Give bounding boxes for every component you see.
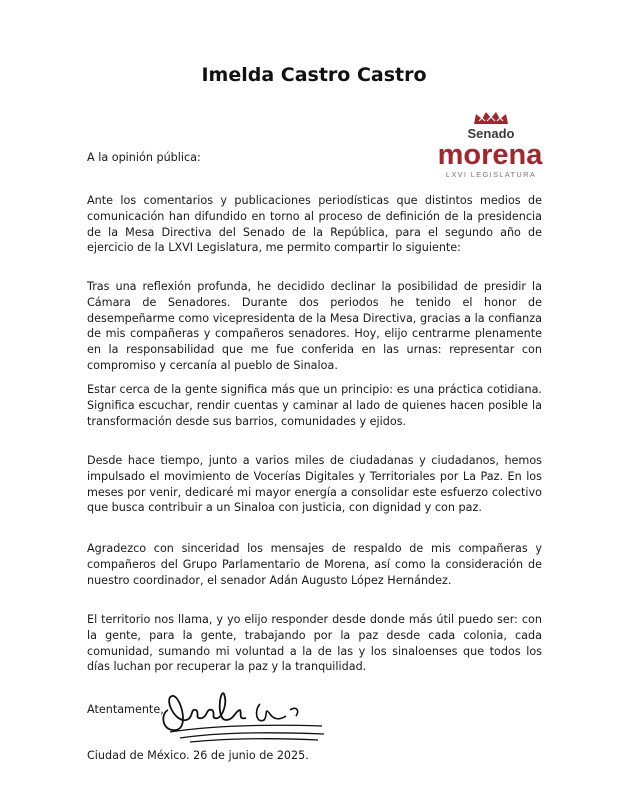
- senado-morena-logo: [436, 110, 546, 180]
- paragraph-4: Desde hace tiempo, junto a varios miles de ciudadanas y ciudadanos, hemos impulsado el movimiento de Vocerías Digitales y Territoriales por La Paz. En los meses por venir, dedicaré mi mayor energía a consolidar este esfuerzo colectivo que busca contribuir a un Sinaloa con justicia, con dignidad y con paz.: [87, 454, 542, 515]
- greeting: A la opinión pública:: [87, 151, 201, 164]
- logo-legislatura-text: LXVI LEGISLATURA: [445, 170, 537, 179]
- logo-emblem-icon: [472, 110, 510, 126]
- paragraph-6: El territorio nos llama, y yo elijo responder desde donde más útil puedo ser: con la gente, para la gente, trabajando por la paz desde cada colonia, cada comunidad, sumando mi voluntad a la de las y los sinaloenses que todos los días luchan por recuperar la paz y la tranquilidad.: [87, 613, 542, 674]
- author-name: Imelda Castro Castro: [201, 64, 427, 86]
- logo-senado-text: Senado: [467, 126, 515, 141]
- paragraph-3: Estar cerca de la gente significa más que un principio: es una práctica cotidiana. Significa escuchar, rendir cuentas y caminar al lado de quienes hacen posible la transformación desde sus barrios, comunidades y ejidos.: [87, 383, 542, 428]
- paragraph-1: Ante los comentarios y publicaciones periodísticas que distintos medios de comunicación han difundido en torno al proceso de definición de la presidencia de la Mesa Directiva del Senado de la República, para el segundo año de ejercicio de la LXVI Legislatura, me permito compartir lo siguiente:: [87, 194, 542, 255]
- paragraph-2: Tras una reflexión profunda, he decidido declinar la posibilidad de presidir la Cámara de Senadores. Durante dos periodos he tenido el honor de desempeñarme como vicepresidenta de la Mesa Directiva, gracias a la confianza de mis compañeras y compañeros senadores. Hoy, elijo centrarme plenamente en la responsabilidad que me fue conferida en las urnas: representar con compromiso y cercanía al pueblo de Sinaloa.: [87, 280, 542, 372]
- date-line: Ciudad de México. 26 de junio de 2025.: [87, 749, 309, 762]
- closing: Atentamente,: [87, 703, 164, 716]
- logo-morena-text: morena: [437, 139, 543, 171]
- handwritten-signature: [150, 680, 330, 750]
- paragraph-5: Agradezco con sinceridad los mensajes de respaldo de mis compañeras y compañeros del Grupo Parlamentario de Morena, así como la consideración de nuestro coordinador, el senador Adán Augusto López Hernández.: [87, 542, 542, 587]
